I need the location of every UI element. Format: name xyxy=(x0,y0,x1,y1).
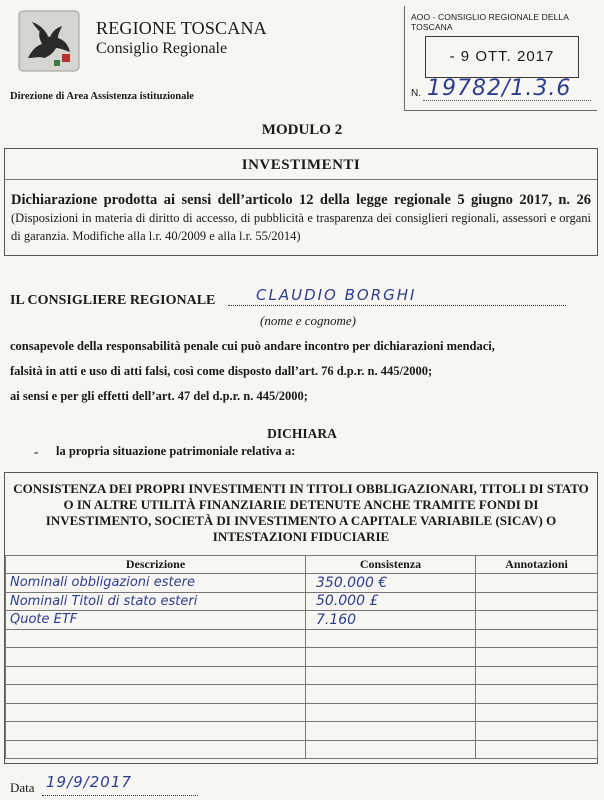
cell-descrizione xyxy=(6,648,306,667)
cell-descrizione xyxy=(6,685,306,704)
date-label: Data xyxy=(10,780,35,795)
councillor-dotted-line xyxy=(228,305,566,306)
councillor-name: CLAUDIO BORGHI xyxy=(256,286,417,304)
column-header-consistenza: Consistenza xyxy=(306,556,476,574)
cell-annotazioni xyxy=(476,574,598,593)
cell-consistenza xyxy=(306,703,476,722)
table-row xyxy=(6,722,598,741)
table-row xyxy=(6,592,598,611)
table-row xyxy=(6,629,598,648)
divider xyxy=(5,179,597,180)
cell-descrizione xyxy=(6,629,306,648)
cell-annotazioni xyxy=(476,703,598,722)
module-title: MODULO 2 xyxy=(261,122,343,138)
body-line-3: ai sensi e per gli effetti dell’art. 47 del d.p.r. n. 445/2000; xyxy=(10,389,308,403)
stamp-dotted-line xyxy=(423,100,591,101)
body-line-1: consapevole della responsabilità penale cui può andare incontro per dichiarazioni mendaci, xyxy=(10,339,495,353)
cell-annotazioni xyxy=(476,648,598,667)
name-caption: (nome e cognome) xyxy=(260,313,357,328)
cell-annotazioni xyxy=(476,592,598,611)
table-row xyxy=(6,574,598,593)
councillor-label: IL CONSIGLIERE REGIONALE xyxy=(10,293,216,308)
cell-annotazioni xyxy=(476,685,598,704)
table-row xyxy=(6,611,598,630)
cell-descrizione: Nominali obbligazioni estere xyxy=(6,574,306,593)
column-header-descrizione: Descrizione xyxy=(6,556,306,574)
protocol-stamp xyxy=(404,6,597,111)
cell-consistenza xyxy=(306,722,476,741)
stamp-n-label: N. xyxy=(411,88,421,99)
table-row xyxy=(6,666,598,685)
cell-descrizione xyxy=(6,722,306,741)
declaration-rest: (Disposizioni in materia di diritto di accesso, di pubblicità e trasparenza dei consiglieri regionali, assessori e organi di garanzia. Modifiche alla l.r. 40/2009 e alla l.r. 55/2014) xyxy=(11,211,591,243)
declaration-text xyxy=(11,191,591,245)
table-heading: CONSISTENZA DEI PROPRI INVESTIMENTI IN TITOLI OBBLIGAZIONARI, TITOLI DI STATO O IN ALTRE UTILITÀ FINANZIARIE DETENUTE ANCHE TRAMITE FONDI DI INVESTIMENTO, SOCIETÀ DI INVESTIMENTO A CAPITALE VARIABILE (SICAV) O INTESTAZIONI FIDUCIARIE xyxy=(13,481,589,544)
cell-annotazioni xyxy=(476,666,598,685)
cell-consistenza: 7.160 xyxy=(306,611,476,630)
dichiara-subtitle: la propria situazione patrimoniale relativa a: xyxy=(56,444,296,458)
cell-annotazioni xyxy=(476,722,598,741)
cell-consistenza xyxy=(306,648,476,667)
stamp-date: - 9 OTT. 2017 xyxy=(449,48,555,65)
stamp-date-box xyxy=(425,36,579,78)
cell-descrizione xyxy=(6,740,306,759)
cell-descrizione xyxy=(6,666,306,685)
date-dotted-line xyxy=(42,795,198,796)
dichiara-bullet: - xyxy=(34,444,39,459)
cell-consistenza xyxy=(306,629,476,648)
cell-descrizione xyxy=(6,703,306,722)
column-header-annotazioni: Annotazioni xyxy=(476,556,598,574)
stamp-header: AOO - CONSIGLIO REGIONALE DELLA TOSCANA xyxy=(411,12,569,32)
cell-consistenza xyxy=(306,740,476,759)
investments-table xyxy=(5,555,598,759)
dichiara-title: DICHIARA xyxy=(267,426,337,441)
cell-annotazioni xyxy=(476,629,598,648)
table-row xyxy=(6,648,598,667)
cell-consistenza xyxy=(306,666,476,685)
declaration-bold: Dichiarazione prodotta ai sensi dell’articolo 12 della legge regionale 5 giugno 2017, n. 26 xyxy=(11,192,591,208)
table-row xyxy=(6,740,598,759)
table-header-row xyxy=(6,556,598,574)
investimenti-box xyxy=(4,148,598,256)
region-title: REGIONE TOSCANA xyxy=(96,18,267,38)
council-name: Consiglio Regionale xyxy=(96,40,228,57)
cell-descrizione: Quote ETF xyxy=(6,611,306,630)
cell-consistenza: 350.000 € xyxy=(306,574,476,593)
investimenti-title: INVESTIMENTI xyxy=(241,157,361,173)
direction-label: Direzione di Area Assistenza istituzionale xyxy=(10,91,194,102)
protocol-number: 19782/1.3.6 xyxy=(427,76,572,101)
cell-annotazioni xyxy=(476,740,598,759)
date-value: 19/9/2017 xyxy=(46,773,132,791)
table-row xyxy=(6,685,598,704)
cell-descrizione: Nominali Titoli di stato esteri xyxy=(6,592,306,611)
cell-consistenza xyxy=(306,685,476,704)
pegasus-icon xyxy=(18,10,80,72)
cell-annotazioni xyxy=(476,611,598,630)
investments-table-box xyxy=(4,472,598,764)
body-line-2: falsità in atti e uso di atti falsi, così come disposto dall’art. 76 d.p.r. n. 445/2000; xyxy=(10,364,433,378)
regione-toscana-logo xyxy=(18,10,80,72)
table-row xyxy=(6,703,598,722)
cell-consistenza: 50.000 £ xyxy=(306,592,476,611)
